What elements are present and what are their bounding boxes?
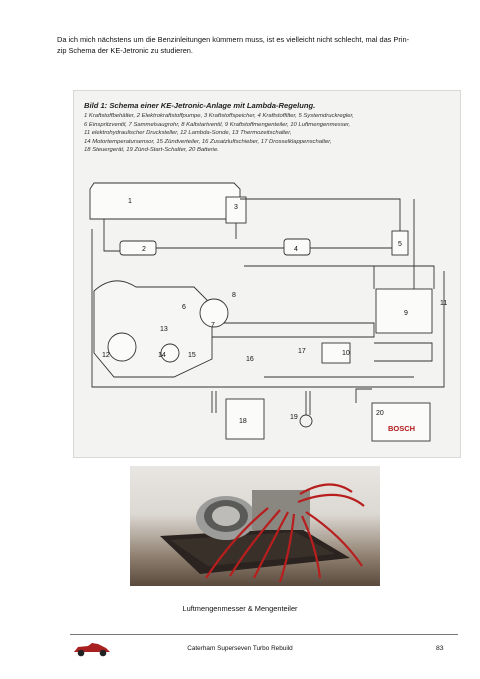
number-9: 9 <box>404 310 408 317</box>
footer-title: Caterham Superseven Turbo Rebuild <box>187 645 293 652</box>
number-13: 13 <box>160 326 168 333</box>
number-1: 1 <box>128 198 132 205</box>
number-14: 14 <box>158 352 166 359</box>
number-18: 18 <box>239 418 247 425</box>
number-11: 11 <box>440 300 448 307</box>
number-20: 20 <box>376 410 384 417</box>
page-number: 83 <box>436 645 444 652</box>
legend-line: 14 Motortemperatursensor, 15 Zündverteiler, 16 Zusatzluftschieber, 17 Drosselklappenschalter, <box>84 138 332 145</box>
legend-line: 11 elektrohydraulischer Drucksteller, 12 Lambda-Sonde, 13 Thermozeitschalter, <box>84 130 292 137</box>
number-6: 6 <box>182 304 186 311</box>
number-17: 17 <box>298 348 306 355</box>
number-16: 16 <box>246 356 254 363</box>
schematic-drawing <box>74 91 460 457</box>
ke-jetronic-schematic <box>73 90 461 458</box>
number-12: 12 <box>102 352 110 359</box>
intro-paragraph <box>57 34 437 56</box>
photo-airflow-meter <box>130 466 380 586</box>
number-15: 15 <box>188 352 196 359</box>
intro-line-1: Da ich mich nächstens um die Benzinleitungen kümmern muss, ist es vielleicht nicht schlecht, mal das Prin- <box>57 35 410 44</box>
number-3: 3 <box>234 204 238 211</box>
intro-line-2: zip Schema der KE-Jetronic zu studieren. <box>57 46 193 55</box>
photo-caption: Luftmengenmesser & Mengenteiler <box>182 604 298 613</box>
number-7: 7 <box>211 322 215 329</box>
legend-line: 18 Steuergerät, 19 Zünd-Start-Schalter, 20 Batterie. <box>84 147 219 154</box>
diagram-title: Bild 1: Schema einer KE-Jetronic-Anlage mit Lambda-Regelung. <box>84 101 316 110</box>
number-4: 4 <box>294 246 298 253</box>
footer-divider <box>70 634 458 635</box>
legend-line: 1 Kraftstoffbehälter, 2 Elektrokraftstoffpumpe, 3 Kraftstoffspeicher, 4 Kraftstoffilter, 5 Systemdruckregler, <box>84 113 354 119</box>
bosch-label: BOSCH <box>388 424 416 433</box>
number-10: 10 <box>342 350 350 357</box>
legend-line: 6 Einspritzventil, 7 Sammelsaugrohr, 8 Kaltstartventil, 9 Kraftstoffmengenteiler, 10 Luftmengenmesser, <box>84 121 351 128</box>
number-2: 2 <box>142 246 146 253</box>
number-8: 8 <box>232 292 236 299</box>
number-5: 5 <box>398 241 402 248</box>
number-19: 19 <box>290 414 298 421</box>
photo-drawing <box>130 466 380 586</box>
